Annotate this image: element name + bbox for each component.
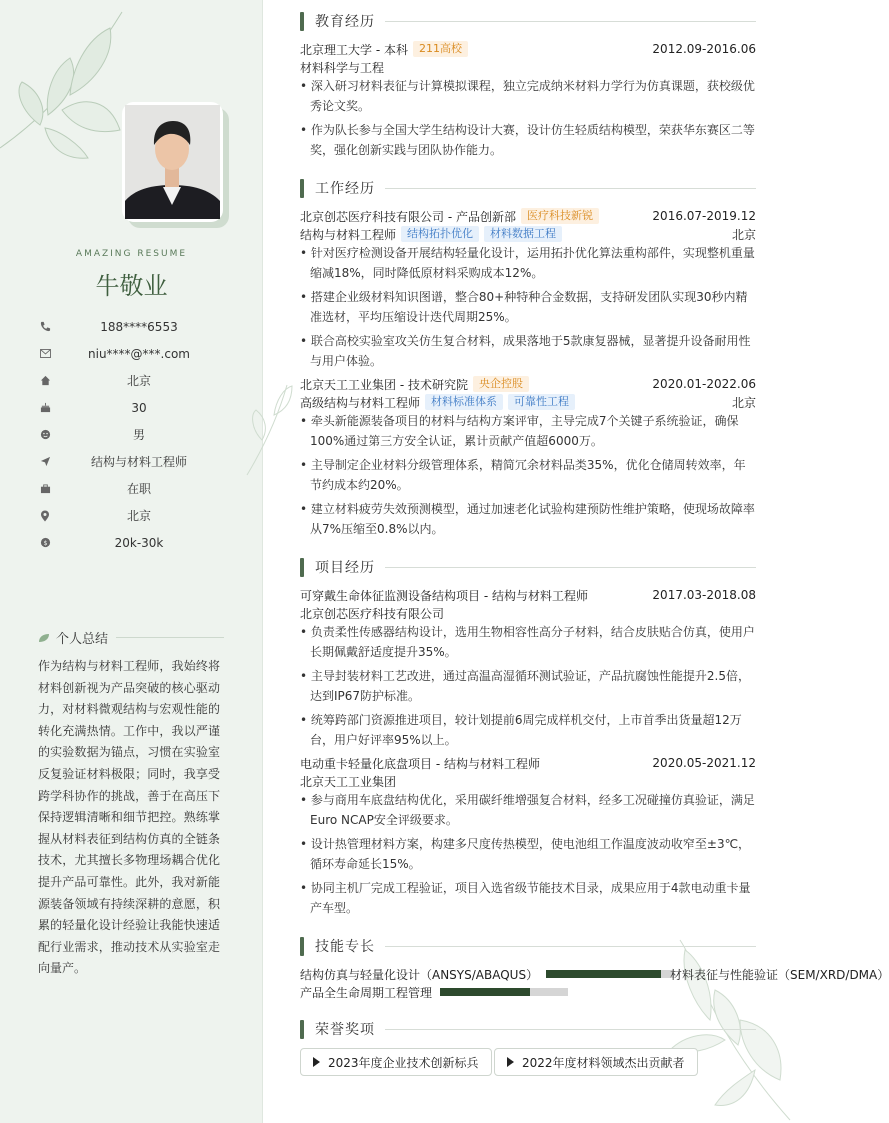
sidebar (0, 0, 263, 1123)
awards-section-header (300, 1019, 756, 1039)
project-org-row (300, 604, 756, 622)
contact-info-list (38, 313, 226, 556)
phone-icon (38, 320, 52, 334)
skill-level-bar (440, 988, 568, 996)
education-bullet: • 作为队长参与全国大学生结构设计大赛，设计仿生轻质结构模型，荣获华东赛区二等奖，强化创新实践与团队协作能力。 (300, 123, 755, 157)
info-phone: 188****6553 (38, 313, 226, 340)
summary-text: 作为结构与材料工程师，我始终将材料创新视为产品突破的核心驱动力，对材料微观结构与宏观性能的转化充满热情。工作中，我以严谨的实验数据为锚点，习惯在实验室反复验证材料极限；同时，我享受跨学科协作的挑战，善于在高压下保持逻辑清晰和细节把控。熟练掌握从材料表征到结构仿真的全链条技术，尤其擅长多物理场耦合优化提升产品可靠性。此外，我对新能源装备领域有持续深耕的意愿，积累的轻量化设计经验让我能快速适配行业需求，推动技术从实验室走向量产。 (38, 659, 220, 976)
play-arrow-icon (507, 1057, 514, 1067)
education-title: 教育经历 (315, 14, 375, 30)
cake-icon (38, 401, 52, 415)
job-bullet: • 联合高校实验室攻关仿生复合材料，成果落地于5款康复器械，显著提升设备耐用性与用户体验。 (300, 334, 751, 368)
project-date: 2020.05-2021.12 (652, 756, 756, 770)
work-section-header (300, 178, 756, 198)
avatar (122, 102, 223, 222)
skill-item (300, 984, 568, 1000)
education-section-header (300, 11, 756, 31)
info-target-city: 北京 (38, 502, 226, 529)
skill-name: 产品全生命周期工程管理 (300, 985, 433, 1000)
resume-tagline: AMAZING RESUME (75, 249, 188, 259)
job-company: 北京天工工业集团 - 技术研究院 (300, 377, 468, 392)
education-major-row (300, 58, 756, 76)
avatar-frame (122, 102, 223, 222)
skill-name: 结构仿真与轻量化设计（ANSYS/ABAQUS） (300, 967, 539, 982)
project-bullet: • 统筹跨部门资源推进项目，较计划提前6周完成样机交付，上市首季出货量超12万台，用户好评率95%以上。 (300, 713, 742, 747)
location-icon (38, 509, 52, 523)
education-date: 2012.09-2016.06 (652, 42, 756, 56)
education-school: 北京理工大学 - 本科 (300, 42, 408, 57)
job-bullet: • 针对医疗检测设备开展结构轻量化设计，运用拓扑优化算法重构部件，实现整机重量缩减18%，同时降低原材料采购成本12%。 (300, 246, 755, 280)
skills-title: 技能专长 (315, 939, 375, 955)
job-bullet: • 主导制定企业材料分级管理体系，精简冗余材料品类35%，优化仓储周转效率，年节约成本约20%。 (300, 458, 746, 492)
job-skill-tag: 结构拓扑优化 (401, 226, 479, 242)
project-name: 可穿戴生命体征监测设备结构项目 - 结构与材料工程师 (300, 588, 588, 603)
summary-header (38, 628, 224, 647)
info-age: 30 (38, 394, 226, 421)
project-bullet: • 参与商用车底盘结构优化，采用碳纤维增强复合材料，经多工况碰撞仿真验证，满足Euro NCAP安全评级要求。 (300, 793, 755, 827)
svg-text:$: $ (42, 538, 48, 547)
job-date: 2016.07-2019.12 (652, 209, 756, 223)
leaf-icon (38, 633, 50, 643)
skill-name: 材料表征与性能验证（SEM/XRD/DMA） (670, 967, 889, 982)
info-job-title: 结构与材料工程师 (38, 448, 226, 475)
mail-icon (38, 347, 52, 361)
education-bullet: • 深入研习材料表征与计算模拟课程，独立完成纳米材料力学行为仿真课题，获校级优秀论文奖。 (300, 79, 755, 113)
job-company: 北京创芯医疗科技有限公司 - 产品创新部 (300, 209, 516, 224)
job-role-row (300, 393, 756, 411)
award-item (494, 1048, 698, 1076)
skills-section-header (300, 936, 756, 956)
candidate-name: 牛敬业 (95, 272, 168, 300)
job-role: 高级结构与材料工程师 (300, 395, 421, 410)
projects-section-header (300, 557, 756, 577)
award-label: 2023年度企业技术创新标兵 (328, 1055, 479, 1070)
job-bullet: • 搭建企业级材料知识图谱，整合80+种特种合金数据，支持研发团队实现30秒内精准选材，平均压缩设计迭代周期25%。 (300, 290, 748, 324)
briefcase-icon (38, 482, 52, 496)
project-bullet: • 协同主机厂完成工程验证，项目入选省级节能技术目录，成果应用于4款电动重卡量产车型。 (300, 881, 751, 915)
skill-item (300, 966, 674, 982)
project-bullet: • 主导封装材料工艺改进，通过高温高湿循环测试验证，产品抗腐蚀性能提升2.5倍，达到IP67防护标准。 (300, 669, 750, 703)
job-bullet: • 建立材料疲劳失效预测模型，通过加速老化试验构建预防性维护策略，使现场故障率从7%压缩至0.8%以内。 (300, 502, 755, 536)
summary-title: 个人总结 (56, 632, 109, 647)
leaf-decoration-icon (242, 380, 302, 480)
work-title: 工作经历 (315, 181, 375, 197)
award-label: 2022年度材料领域杰出贡献者 (522, 1055, 685, 1070)
job-bullet: • 牵头新能源装备项目的材料与结构方案评审，主导完成7个关键子系统验证，确保100%通过第三方安全认证，累计贡献产值超6000万。 (300, 414, 739, 448)
job-company-tag: 央企控股 (473, 376, 529, 392)
play-arrow-icon (313, 1057, 320, 1067)
avatar-portrait-icon (125, 105, 220, 219)
awards-title: 荣誉奖项 (315, 1022, 375, 1038)
project-name: 电动重卡轻量化底盘项目 - 结构与材料工程师 (300, 756, 540, 771)
award-item (300, 1048, 492, 1076)
job-skill-tag: 可靠性工程 (508, 394, 575, 410)
project-bullet: • 负责柔性传感器结构设计，选用生物相容性高分子材料，结合皮肤贴合仿真，使用户长期佩戴舒适度提升35%。 (300, 625, 755, 659)
job-header-row (300, 207, 756, 225)
info-home: 北京 (38, 367, 226, 394)
info-email: niu****@***.com (38, 340, 226, 367)
face-icon (38, 428, 52, 442)
skill-item (670, 966, 889, 982)
education-header-row (300, 40, 756, 58)
education-tag: 211高校 (413, 41, 468, 57)
project-org: 北京天工工业集团 (300, 774, 397, 789)
job-skill-tag: 材料数据工程 (484, 226, 562, 242)
project-bullet: • 设计热管理材料方案，构建多尺度传热模型，使电池组工作温度波动收窄至±3℃，循环寿命延长15%。 (300, 837, 751, 871)
job-city: 北京 (731, 395, 756, 410)
job-role: 结构与材料工程师 (300, 227, 397, 242)
project-org-row (300, 772, 756, 790)
info-status: 在职 (38, 475, 226, 502)
job-skill-tag: 材料标准体系 (425, 394, 503, 410)
project-org: 北京创芯医疗科技有限公司 (300, 606, 445, 621)
salary-icon (38, 536, 52, 550)
info-salary: $ 20k-30k (38, 529, 226, 556)
project-header-row (300, 754, 756, 772)
info-gender: 男 (38, 421, 226, 448)
job-role-row (300, 225, 756, 243)
job-company-tag: 医疗科技新锐 (521, 208, 599, 224)
skill-level-bar (546, 970, 674, 978)
send-icon (38, 455, 52, 469)
home-icon (38, 374, 52, 388)
project-date: 2017.03-2018.08 (652, 588, 756, 602)
job-header-row (300, 375, 756, 393)
project-header-row (300, 586, 756, 604)
projects-title: 项目经历 (315, 560, 375, 576)
job-date: 2020.01-2022.06 (652, 377, 756, 391)
education-major: 材料科学与工程 (300, 60, 385, 75)
job-city: 北京 (731, 227, 756, 242)
